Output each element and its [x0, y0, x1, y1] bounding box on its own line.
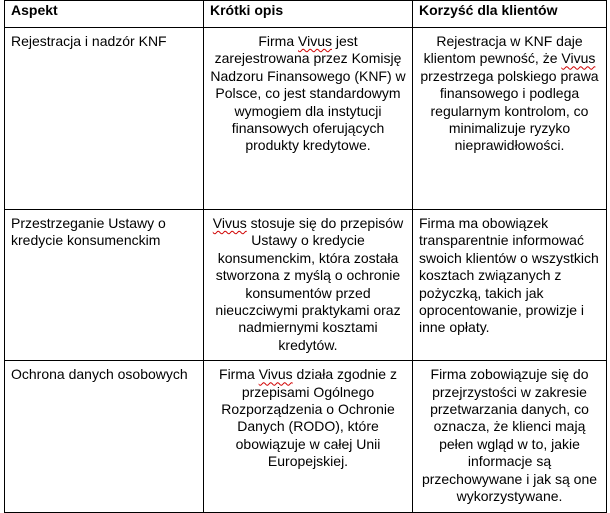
cell-aspect: Ochrona danych osobowych: [5, 361, 204, 512]
spellcheck-word: Vivus: [298, 33, 332, 49]
header-aspekt: Aspekt: [5, 1, 204, 28]
cell-aspect: Rejestracja i nadzór KNF: [5, 28, 204, 210]
table-row: [5, 28, 607, 210]
text-segment: jest zarejestrowana przez Komisję Nadzoru Finansowego (KNF) w Polsce, co jest standardowym wymogiem dla instytucji finansowych oferujących produkty kredytowe.: [210, 33, 406, 154]
cell-aspect: Przestrzeganie Ustawy o kredycie konsumenckim: [5, 210, 204, 361]
text-segment: Firma zobowiązuje się do przejrzystości w zakresie przetwarzania danych, co oznacza, że klienci mają pełen wgląd w to, jakie informacje są przechowywane i jak są one wykorzystywane.: [421, 366, 598, 505]
text-segment: Rejestracja w KNF daje klientom pewność, że: [423, 33, 583, 67]
cell-benefit: [413, 210, 607, 361]
cell-benefit: [413, 361, 607, 512]
text-segment: Firma ma obowiązek transparentnie informować swoich klientów o wszystkich kosztach związanych z pożyczką, takich jak oprocentowanie, prowizje i inne opłaty.: [419, 215, 599, 336]
spellcheck-word: Vivus: [561, 50, 596, 67]
cell-description: [204, 210, 413, 361]
table-row: [5, 361, 607, 512]
spellcheck-word: Vivus: [258, 366, 293, 383]
text-segment: Firma: [258, 33, 298, 49]
text-segment: Firma: [219, 366, 259, 383]
text-segment: działa zgodnie z przepisami Ogólnego Rozporządzenia o Ochronie Danych (RODO), które obowiązuje w całej Unii Europejskiej.: [221, 366, 397, 470]
spellcheck-word: Vivus: [212, 215, 247, 231]
table-row: [5, 210, 607, 361]
cell-description: [204, 28, 413, 210]
table-header-row: [5, 1, 607, 28]
cell-description: [204, 361, 413, 512]
text-segment: przestrzega polskiego prawa finansowego i podlega regularnym kontrolom, co minimalizuje ryzyko nieprawidłowości.: [420, 67, 599, 154]
header-krotki-opis: Krótki opis: [204, 1, 413, 28]
cell-benefit: [413, 28, 607, 210]
text-segment: stosuje się do przepisów Ustawy o kredycie konsumenckim, która została stworzona z myślą o ochronie konsumentów przed nieuczciwymi praktykami oraz nadmiernymi kosztami kredytów.: [215, 215, 404, 353]
comparison-table: [4, 0, 607, 513]
header-korzysc: Korzyść dla klientów: [413, 1, 607, 28]
